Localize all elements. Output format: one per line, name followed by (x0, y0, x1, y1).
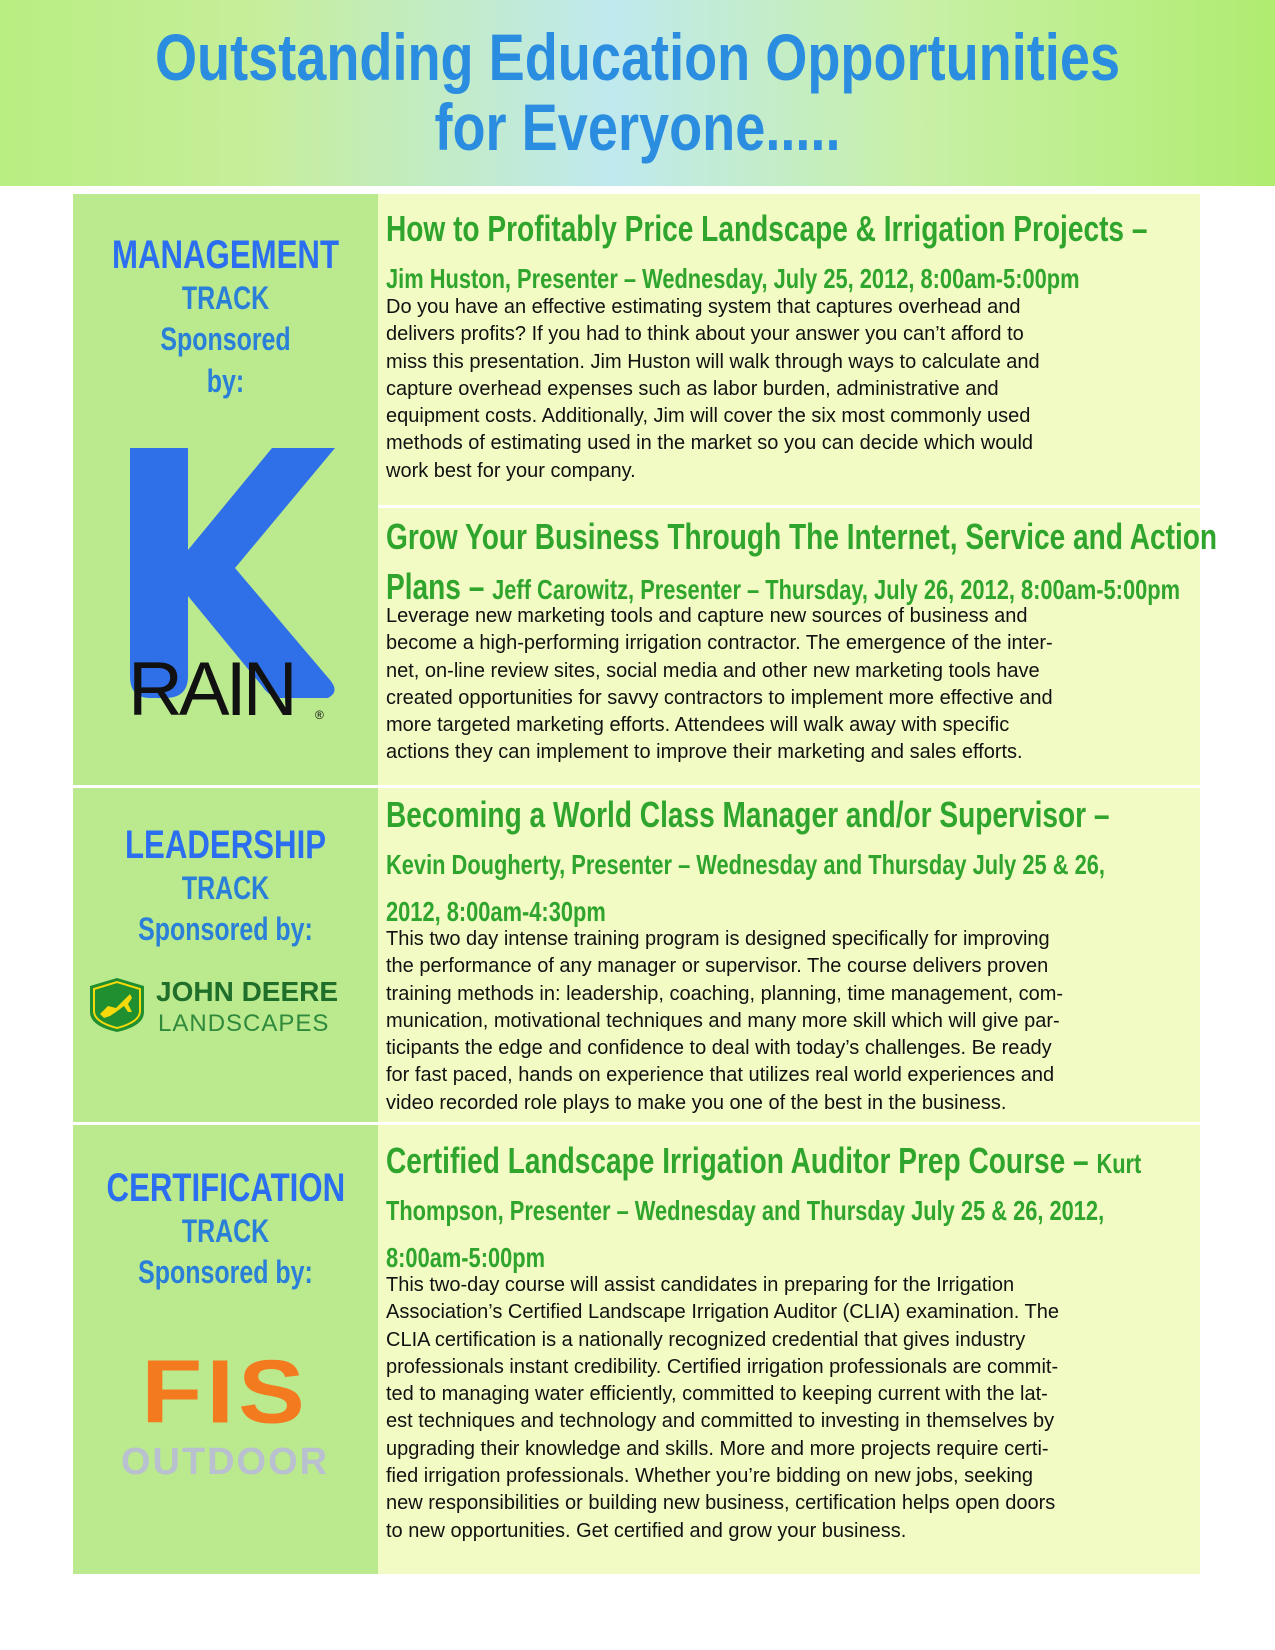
registered-mark: ® (315, 708, 324, 722)
page-title-line-2: for Everyone..... (434, 90, 841, 164)
divider (73, 1122, 1200, 1125)
description-line: equipment costs. Additionally, Jim will cover the six most commonly used (386, 405, 1031, 428)
description-line: professionals instant credibility. Certified irrigation professionals are commit- (386, 1355, 1059, 1378)
session-heading (386, 794, 1119, 938)
page-title (115, 22, 1161, 162)
divider (73, 785, 1200, 788)
description-line: CLIA certification is a nationally recognized credential that gives industry (386, 1328, 1026, 1351)
session-heading (386, 208, 1148, 305)
fis-outdoor-logo (90, 1341, 360, 1483)
description-line: training methods in: leadership, coaching, planning, time management, com- (386, 982, 1064, 1005)
outdoor-wordmark: OUTDOOR (120, 1441, 330, 1483)
description-line: to new opportunities. Get certified and grow your business. (386, 1519, 907, 1542)
description-line: for fast paced, hands on experience that utilizes real world experiences and (386, 1064, 1055, 1087)
management-track-label (107, 232, 345, 402)
sponsored-label: Sponsored (160, 321, 291, 357)
description-line: miss this presentation. Jim Huston will walk through ways to calculate and (386, 350, 1040, 373)
sponsored-by-label: by: (206, 363, 245, 399)
john-deere-wordmark: JOHN DEERE (156, 976, 339, 1007)
session-heading (386, 516, 1218, 616)
track-name: CERTIFICATION (106, 1166, 346, 1210)
session-presenter: Thompson, Presenter – Wednesday and Thursday July 25 & 26, 2012, (386, 1195, 1105, 1226)
description-line: Association’s Certified Landscape Irrigation Auditor (CLIA) examination. The (386, 1301, 1059, 1324)
page-title-line-1: Outstanding Education Opportunities (154, 20, 1121, 94)
session-presenter: Jim Huston, Presenter – Wednesday, July 25, 2012, 8:00am-5:00pm (386, 263, 1080, 294)
description-line: ticipants the edge and confidence to deal with today’s challenges. Be ready (386, 1037, 1052, 1060)
session-description (386, 603, 1186, 767)
description-line: work best for your company. (386, 459, 636, 482)
description-line: actions they can implement to improve their marketing and sales efforts. (386, 741, 1023, 764)
description-line: munication, motivational techniques and many more skill which will give par- (386, 1009, 1060, 1032)
description-line: created opportunities for savvy contractors to implement more effective and (386, 686, 1053, 709)
description-line: net, on-line review sites, social media and other new marketing tools have (386, 659, 1040, 682)
description-line: Do you have an effective estimating system that captures overhead and (386, 296, 1021, 318)
sponsored-by-label: Sponsored by: (138, 1254, 313, 1290)
session-date: 2012, 8:00am-4:30pm (386, 896, 606, 927)
description-line: more targeted marketing efforts. Attendees will walk away with specific (386, 714, 1010, 737)
session-date: 8:00am-5:00pm (386, 1242, 546, 1273)
session-presenter: Kevin Dougherty, Presenter – Wednesday and Thursday July 25 & 26, (386, 849, 1105, 880)
certification-track-label (107, 1165, 345, 1293)
description-line: video recorded role plays to make you one of the best in the business. (386, 1091, 1007, 1114)
fis-wordmark: FIS (141, 1341, 309, 1443)
description-line: This two-day course will assist candidates in preparing for the Irrigation (386, 1274, 1015, 1296)
k-rain-logo (110, 440, 350, 740)
leadership-track-label (107, 822, 345, 950)
description-line: capture overhead expenses such as labor burden, administrative and (386, 377, 999, 400)
description-line: delivers profits? If you had to think about your answer you can’t afford to (386, 323, 1024, 346)
description-line: This two day intense training program is designed specifically for improving (386, 928, 1050, 950)
sponsored-by-label: Sponsored by: (138, 911, 313, 947)
rain-wordmark: RAIN (128, 647, 294, 732)
description-line: become a high-performing irrigation contractor. The emergence of the inter- (386, 632, 1053, 655)
description-line: upgrading their knowledge and skills. More and more projects require certi- (386, 1437, 1049, 1460)
john-deere-logo (86, 970, 376, 1050)
session-description (386, 1272, 1186, 1545)
track-name: LEADERSHIP (124, 823, 327, 867)
track-word: TRACK (181, 280, 270, 316)
description-line: est techniques and technology and committed to investing in themselves by (386, 1410, 1055, 1433)
session-title: Becoming a World Class Manager and/or Supervisor – (386, 794, 1110, 835)
session-title-end: Plans – (386, 566, 493, 607)
description-line: methods of estimating used in the market so you can decide which would (386, 432, 1034, 455)
landscapes-wordmark: LANDSCAPES (158, 1010, 330, 1037)
description-line: the performance of any manager or supervisor. The course delivers proven (386, 955, 1049, 978)
divider (378, 505, 1200, 508)
header-banner (0, 0, 1275, 186)
session-title: How to Profitably Price Landscape & Irrigation Projects – (386, 208, 1148, 249)
track-word: TRACK (181, 870, 270, 906)
session-title: Certified Landscape Irrigation Auditor Prep Course – (386, 1140, 1097, 1181)
session-description (386, 294, 1186, 485)
track-name: MANAGEMENT (111, 233, 340, 277)
session-presenter: Jeff Carowitz, Presenter – Thursday, July 26, 2012, 8:00am-5:00pm (492, 574, 1181, 605)
description-line: ted to managing water efficiently, committed to keeping current with the lat- (386, 1383, 1048, 1406)
description-line: fied irrigation professionals. Whether you’re bidding on new jobs, seeking (386, 1465, 1034, 1488)
track-word: TRACK (181, 1213, 270, 1249)
session-title: Grow Your Business Through The Internet, Service and Action (386, 516, 1218, 557)
description-line: Leverage new marketing tools and capture new sources of business and (386, 605, 1028, 627)
deer-icon (86, 976, 148, 1034)
session-heading (386, 1140, 1142, 1284)
session-description (386, 926, 1186, 1117)
description-line: new responsibilities or building new business, certification helps open doors (386, 1492, 1056, 1515)
session-presenter-start: Kurt (1096, 1148, 1142, 1179)
